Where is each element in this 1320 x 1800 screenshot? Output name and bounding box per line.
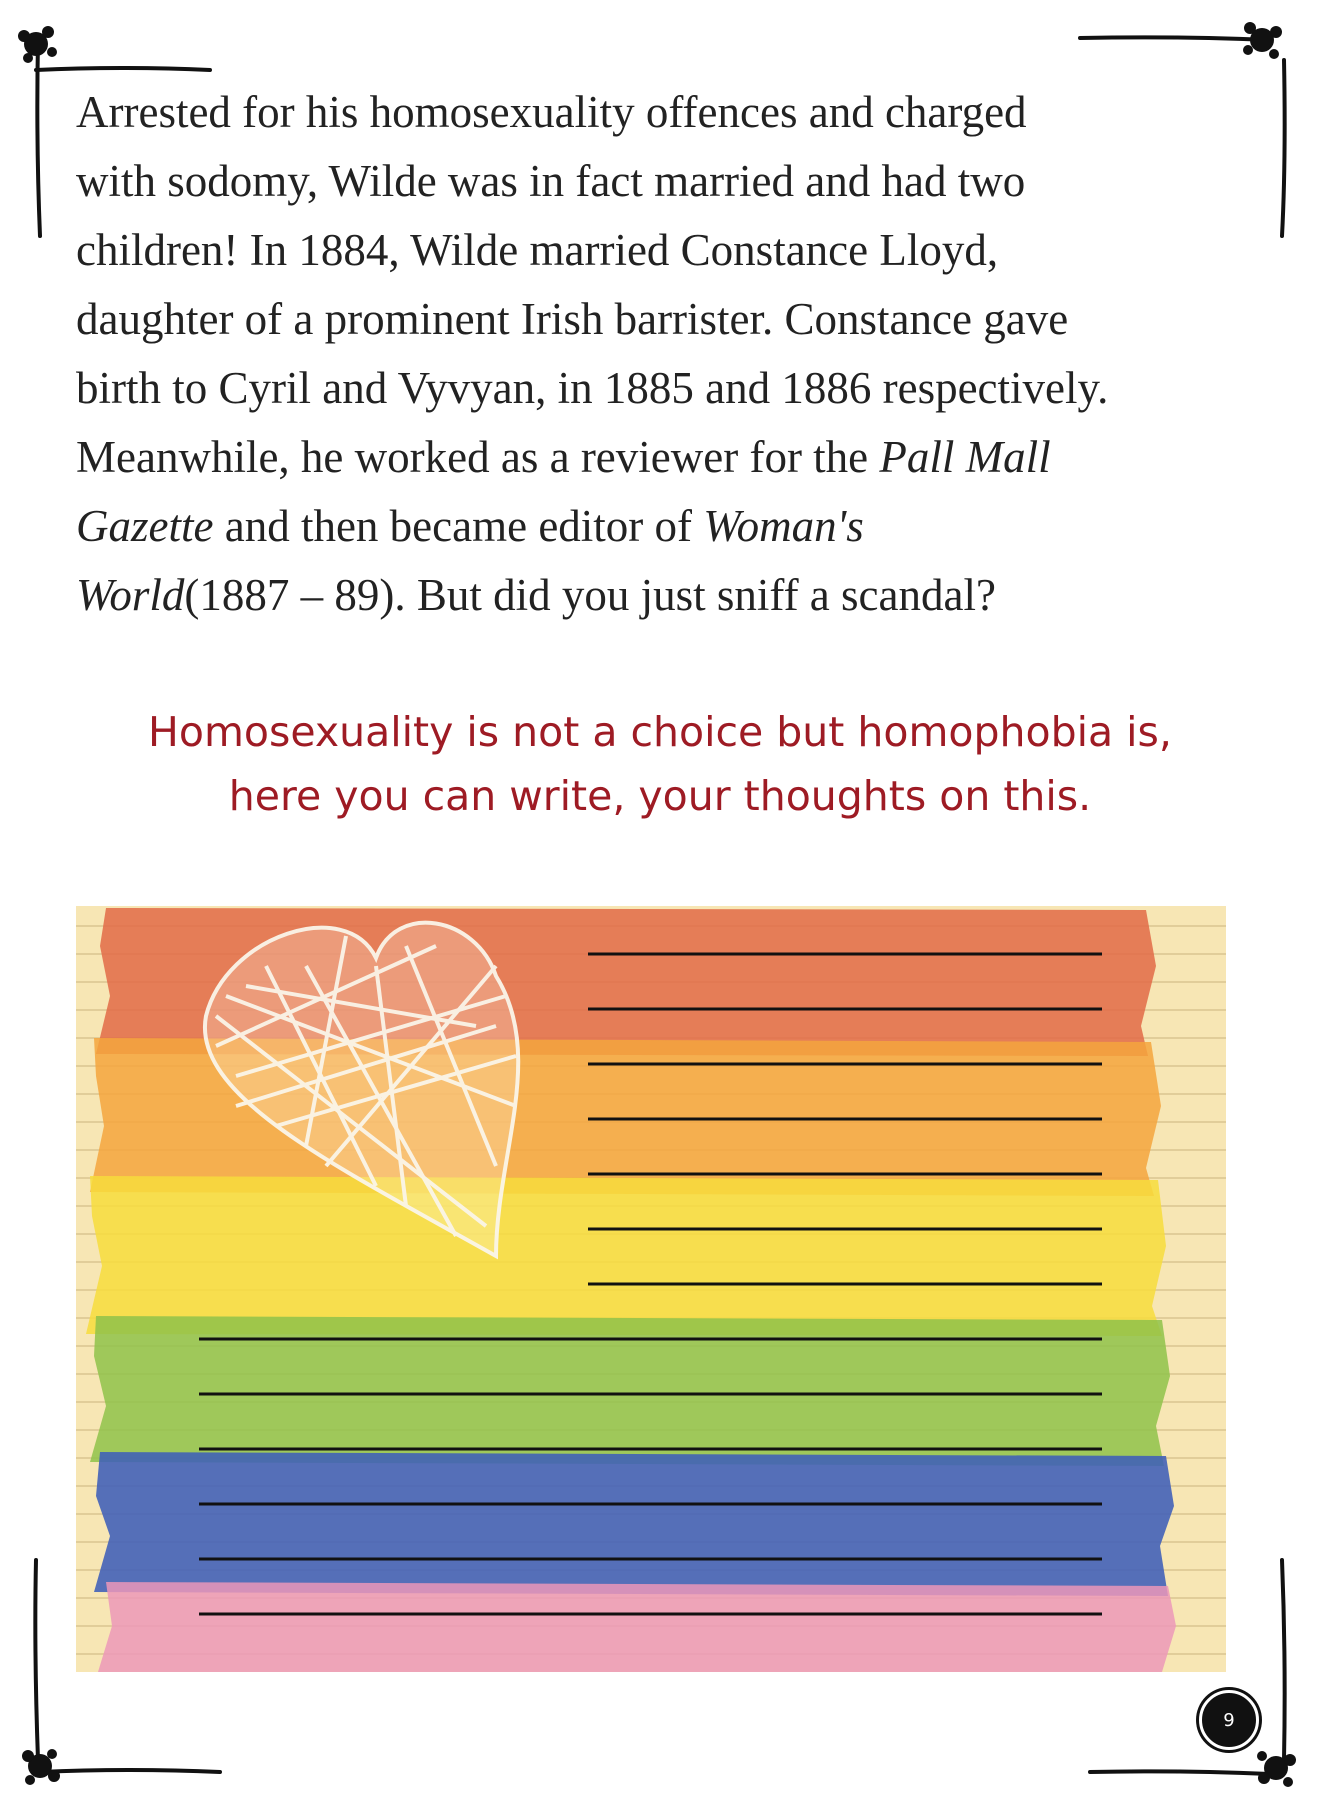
paragraph-line: with sodomy, Wilde was in fact married and had two <box>76 156 1026 206</box>
callout-line: Homosexuality is not a choice but homophobia is, <box>148 708 1172 756</box>
page-number: 9 <box>1223 1709 1235 1731</box>
paragraph-line: Arrested for his homosexuality offences and charged <box>76 87 1027 137</box>
body-paragraph <box>76 78 1226 630</box>
writing-panel <box>76 906 1226 1672</box>
publication-title: Gazette <box>76 501 214 551</box>
stripe-yellow <box>86 1176 1166 1336</box>
stripe-blue <box>94 1452 1174 1596</box>
callout-prompt <box>60 700 1260 828</box>
publication-title: Woman's <box>703 501 864 551</box>
publication-title: World <box>76 570 185 620</box>
paragraph-line: children! In 1884, Wilde married Constance Lloyd, <box>76 225 999 275</box>
paragraph-line: (1887 – 89). But did you just sniff a scandal? <box>184 570 996 620</box>
corner-ornament-bottom-left <box>22 1749 60 1785</box>
paragraph-line: daughter of a prominent Irish barrister. Constance gave <box>76 294 1069 344</box>
publication-title: Pall Mall <box>879 432 1051 482</box>
corner-ornament-bottom-right <box>1257 1751 1296 1787</box>
paragraph-line: birth to Cyril and Vyvyan, in 1885 and 1886 respectively. <box>76 363 1109 413</box>
paragraph-line: and then became editor of <box>213 501 704 551</box>
paragraph-line: Meanwhile, he worked as a reviewer for the <box>76 432 880 482</box>
callout-line: here you can write, your thoughts on this. <box>228 772 1092 820</box>
rainbow-background <box>76 906 1226 1672</box>
page-number-badge <box>1199 1690 1259 1750</box>
stripe-pink <box>98 1582 1176 1672</box>
